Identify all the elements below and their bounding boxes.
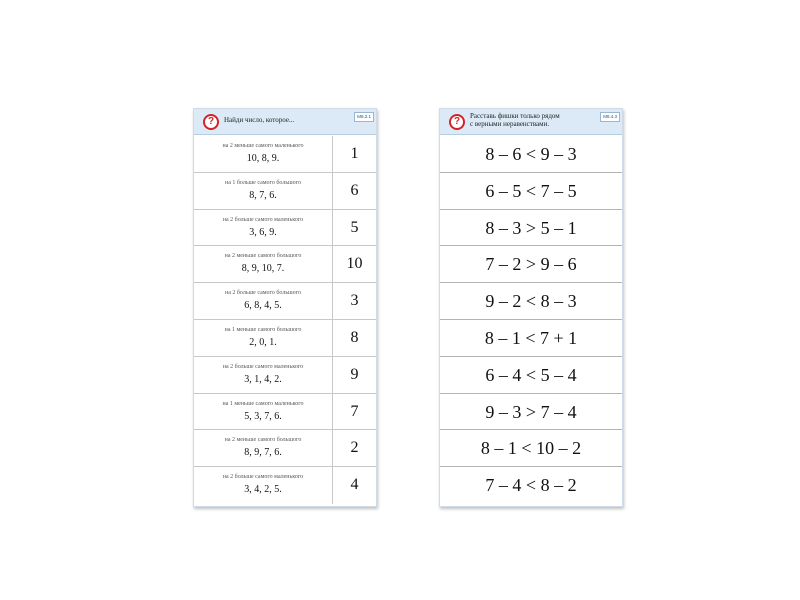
card-title: Найди число, которое... — [224, 116, 295, 124]
card-header — [440, 109, 622, 135]
task-row[interactable] — [194, 394, 376, 431]
task-numbers: 3, 6, 9. — [249, 226, 277, 238]
task-answer: 4 — [350, 476, 359, 494]
task-condition — [194, 430, 333, 466]
inequality-row[interactable]: 8 – 6 < 9 – 3 — [440, 136, 622, 173]
task-numbers: 5, 3, 7, 6. — [244, 410, 282, 422]
task-hint: на 2 больше самого маленького — [222, 363, 304, 370]
task-condition — [194, 357, 333, 393]
card-title — [470, 112, 600, 128]
card-code: М8.2.1 — [354, 112, 374, 122]
inequality-row[interactable]: 7 – 2 > 9 – 6 — [440, 246, 622, 283]
task-numbers: 8, 7, 6. — [249, 189, 277, 201]
task-condition — [194, 394, 333, 430]
task-hint: на 2 больше самого маленького — [222, 474, 304, 481]
task-row[interactable] — [194, 283, 376, 320]
inequality-row[interactable]: 7 – 4 < 8 – 2 — [485, 475, 577, 496]
task-answer: 6 — [350, 181, 359, 199]
task-condition — [194, 136, 333, 172]
task-hint: на 2 меньше самого большого — [224, 253, 302, 260]
card-code: М8.4.3 — [600, 112, 620, 122]
task-numbers: 10, 8, 9. — [246, 153, 280, 164]
task-answer: 5 — [350, 218, 359, 236]
task-answer: 3 — [350, 292, 359, 310]
task-numbers: 6, 8, 4, 5. — [244, 300, 282, 312]
task-row[interactable] — [194, 357, 376, 394]
task-hint: на 1 больше самого большого — [224, 179, 301, 186]
task-row[interactable] — [194, 246, 376, 283]
task-answer: 8 — [350, 328, 359, 346]
task-row[interactable] — [194, 173, 376, 210]
task-list — [194, 136, 376, 503]
question-mark-icon: ? — [449, 114, 465, 130]
task-row[interactable] — [194, 467, 376, 504]
task-condition — [194, 467, 333, 504]
task-hint: на 2 меньше самого маленького — [222, 143, 304, 149]
task-numbers: 8, 9, 7, 6. — [244, 447, 282, 459]
inequality-row[interactable]: 8 – 1 < 7 + 1 — [440, 320, 622, 357]
inequality-row[interactable]: 8 – 3 > 5 – 1 — [440, 210, 622, 247]
task-row[interactable] — [194, 136, 376, 173]
task-answer: 2 — [350, 439, 359, 457]
inequality-row[interactable]: 8 – 1 < 10 – 2 — [440, 430, 622, 467]
task-row[interactable] — [194, 320, 376, 357]
question-mark-icon: ? — [203, 114, 219, 130]
task-condition — [194, 283, 333, 319]
inequality-list — [440, 136, 622, 503]
inequality-row[interactable]: 9 – 3 > 7 – 4 — [440, 394, 622, 431]
task-numbers: 3, 1, 4, 2. — [244, 373, 282, 385]
task-answer: 10 — [346, 255, 363, 273]
task-hint: на 2 меньше самого большого — [224, 437, 302, 444]
task-numbers: 8, 9, 10, 7. — [241, 263, 285, 275]
task-condition — [194, 210, 333, 246]
task-numbers: 2, 0, 1. — [249, 336, 277, 348]
card-header — [194, 109, 376, 135]
task-row[interactable] — [194, 210, 376, 247]
task-hint: на 1 меньше самого маленького — [222, 400, 304, 407]
card-title-line: Расставь фишки только рядом — [470, 112, 560, 120]
task-row[interactable] — [194, 430, 376, 467]
find-number-card — [193, 108, 377, 507]
inequality-row[interactable]: 6 – 5 < 7 – 5 — [440, 173, 622, 210]
card-title-line: с верными неравенствами. — [470, 120, 550, 128]
task-answer: 7 — [350, 402, 359, 420]
task-condition — [194, 246, 333, 282]
task-answer: 9 — [350, 365, 359, 383]
task-answer: 1 — [350, 145, 359, 162]
task-hint: на 2 больше самого большого — [224, 290, 301, 297]
task-hint: на 2 больше самого маленького — [222, 216, 304, 223]
task-condition — [194, 320, 333, 356]
task-condition — [194, 173, 333, 209]
inequality-row[interactable]: 6 – 4 < 5 – 4 — [440, 357, 622, 394]
inequalities-card — [439, 108, 623, 507]
task-hint: на 1 меньше самого большого — [224, 326, 302, 333]
task-numbers: 3, 4, 2, 5. — [244, 484, 282, 496]
inequality-row[interactable]: 9 – 2 < 8 – 3 — [440, 283, 622, 320]
